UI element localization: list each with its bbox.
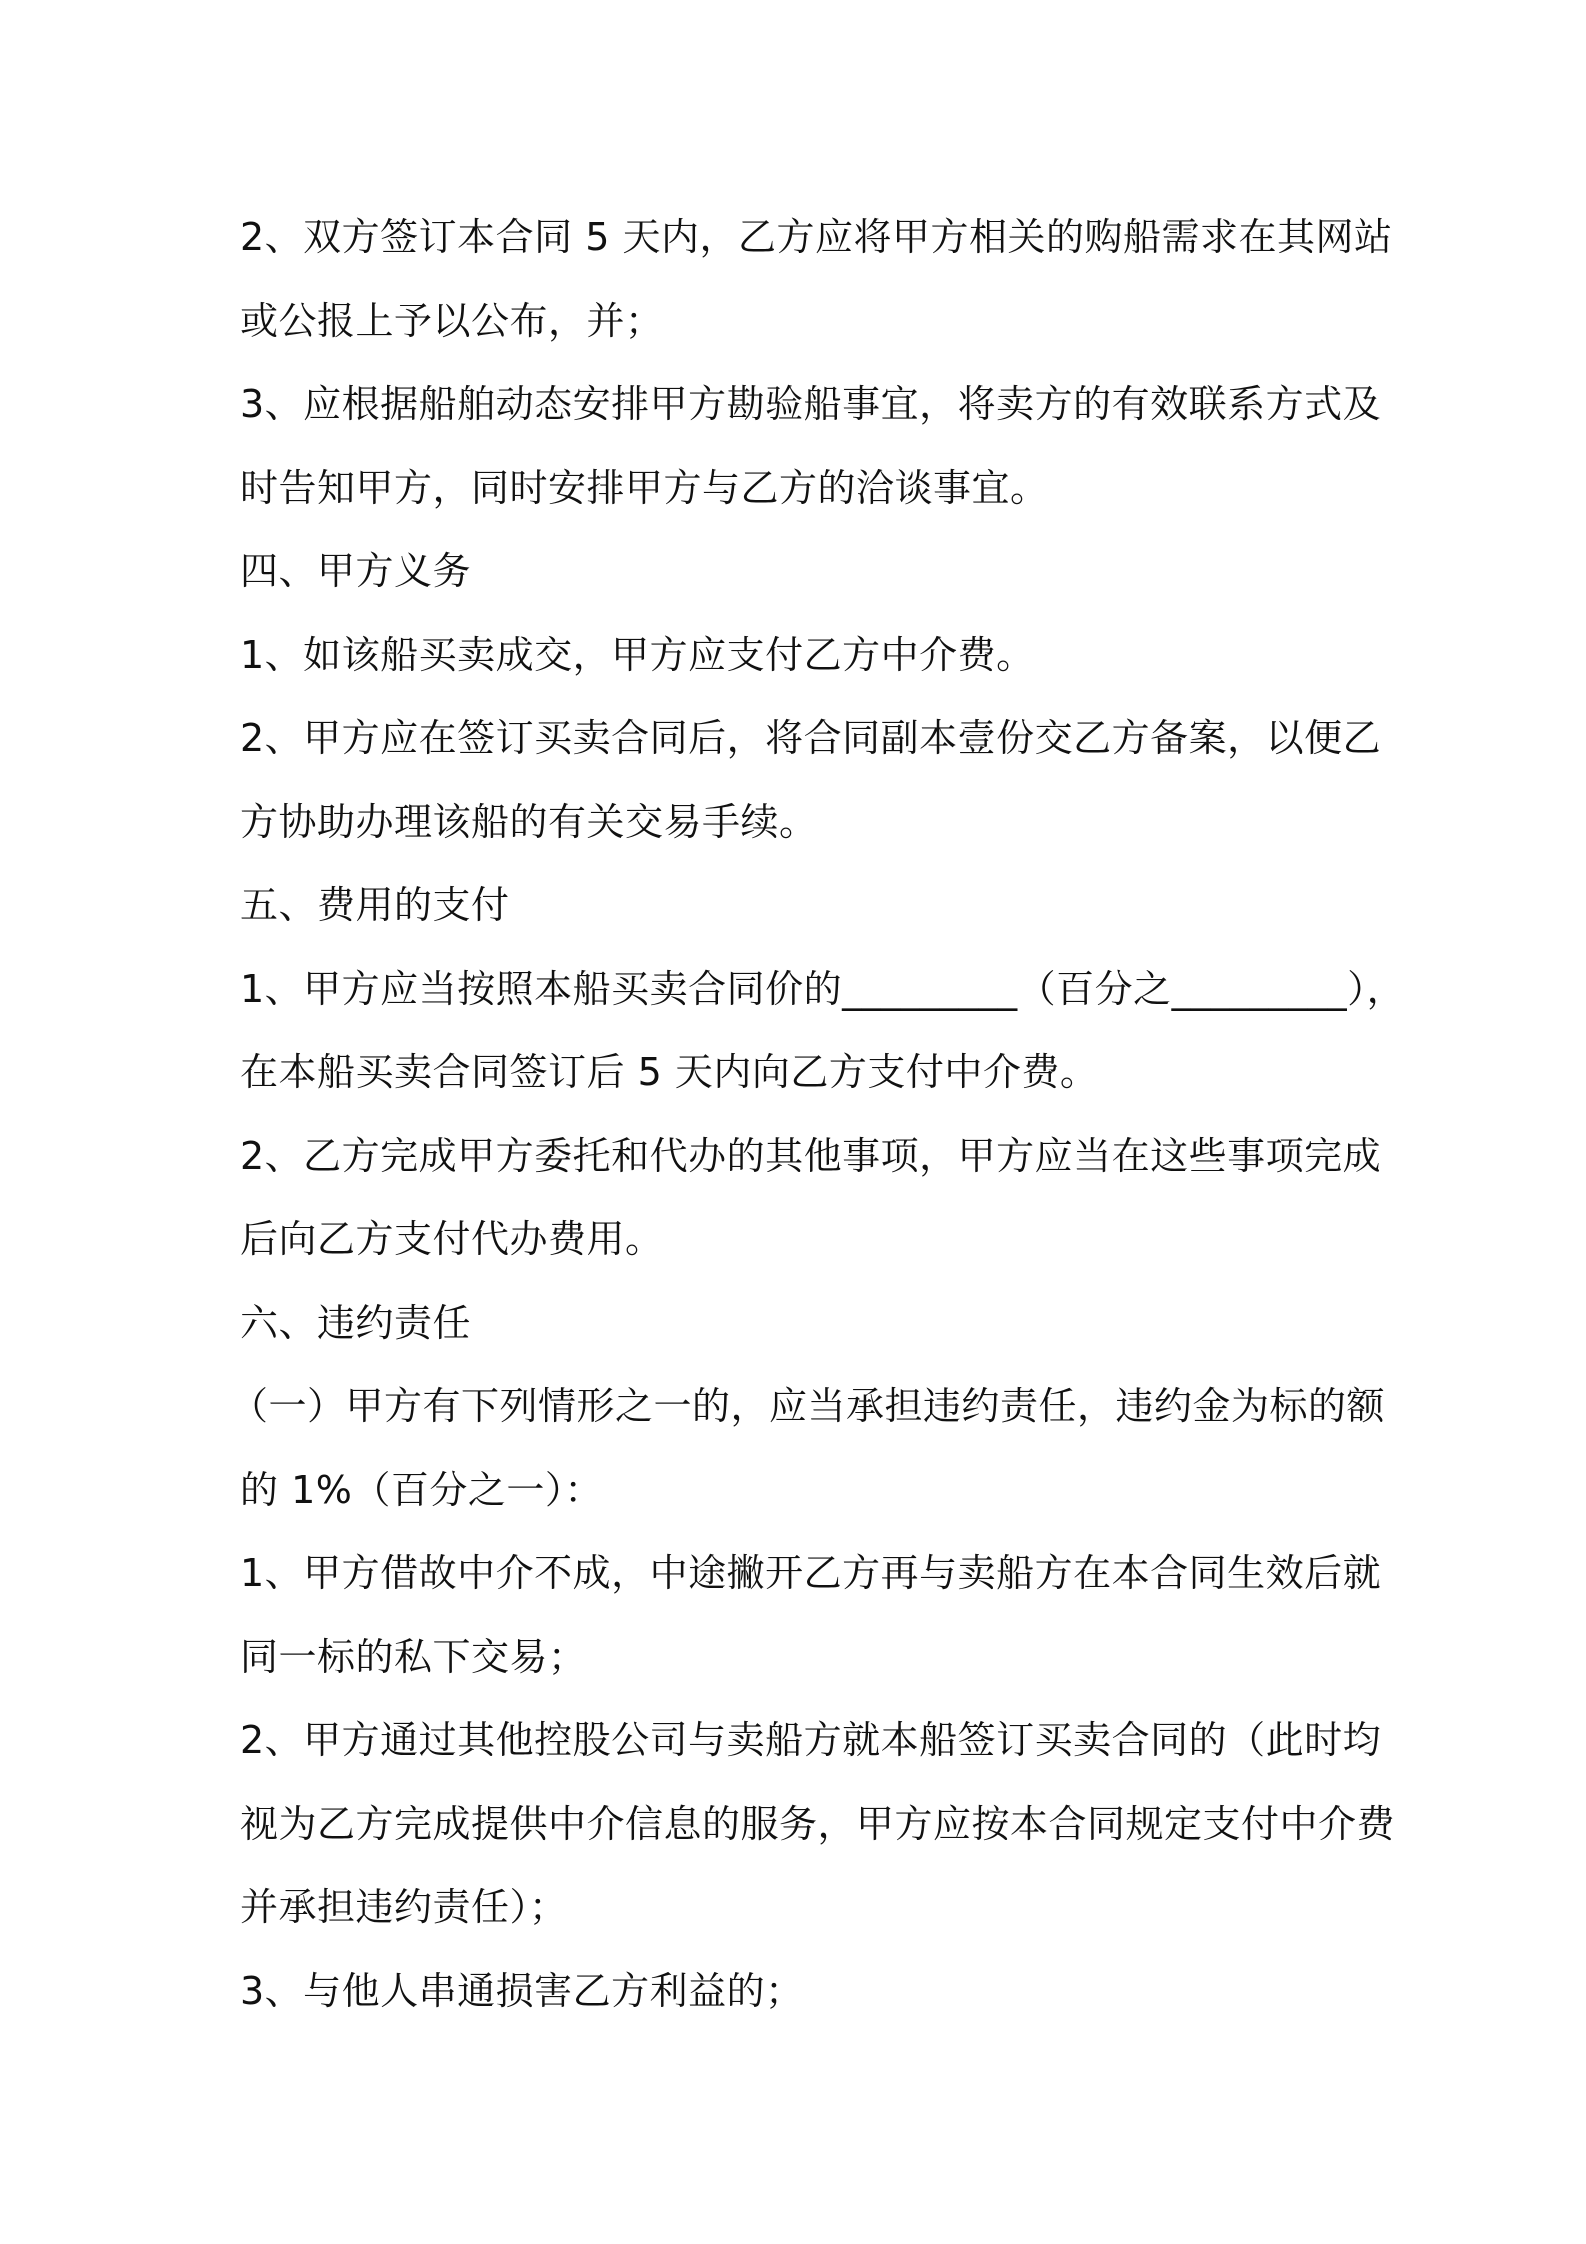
text-line-clause-2-publish-cont: 或公报上予以公布，并； bbox=[240, 298, 664, 343]
section-heading-payment: 五、费用的支付 bbox=[240, 883, 510, 927]
text-line-liability-3: 3、与他人串通损害乙方利益的； bbox=[240, 1968, 804, 2013]
text-line-liability-2-cont2: 并承担违约责任）； bbox=[240, 1885, 568, 1929]
text-line-liability-intro: （一）甲方有下列情形之一的，应当承担违约责任，违约金为标的额 bbox=[230, 1384, 1386, 1428]
text-line-payment-2-cont: 后向乙方支付代办费用。 bbox=[240, 1217, 664, 1261]
text-line-liability-2-cont: 视为乙方完成提供中介信息的服务，甲方应按本合同规定支付中介费 bbox=[240, 1801, 1396, 1846]
text-line-liability-1: 1、甲方借故中介不成，中途撇开乙方再与卖船方在本合同生效后就 bbox=[240, 1551, 1382, 1595]
text-line-obligation-1: 1、如该船买卖成交，甲方应支付乙方中介费。 bbox=[240, 632, 1035, 677]
text-line-payment-1-cont: 在本船买卖合同签订后 5 天内向乙方支付中介费。 bbox=[240, 1050, 1099, 1094]
text-line-obligation-2: 2、甲方应在签订买卖合同后，将合同副本壹份交乙方备案，以便乙 bbox=[240, 716, 1382, 760]
section-heading-party-a-obligations: 四、甲方义务 bbox=[240, 549, 472, 593]
text-line-payment-1: 1、甲方应当按照本船买卖合同价的_________（百分之_________）， bbox=[240, 966, 1406, 1011]
text-line-liability-1-cont: 同一标的私下交易； bbox=[240, 1634, 587, 1679]
text-line-liability-intro-cont: 的 1%（百分之一）： bbox=[240, 1467, 603, 1512]
text-line-liability-2: 2、甲方通过其他控股公司与卖船方就本船签订买卖合同的（此时均 bbox=[240, 1718, 1382, 1762]
text-line-payment-2: 2、乙方完成甲方委托和代办的其他事项，甲方应当在这些事项完成 bbox=[240, 1133, 1382, 1178]
text-line-clause-2-publish: 2、双方签订本合同 5 天内，乙方应将甲方相关的购船需求在其网站 bbox=[240, 215, 1393, 259]
section-heading-liability: 六、违约责任 bbox=[240, 1300, 472, 1345]
text-line-obligation-2-cont: 方协助办理该船的有关交易手续。 bbox=[240, 799, 818, 844]
text-line-clause-3-inspection: 3、应根据船舶动态安排甲方勘验船事宜，将卖方的有效联系方式及 bbox=[240, 382, 1382, 426]
text-line-clause-3-inspection-cont: 时告知甲方，同时安排甲方与乙方的洽谈事宜。 bbox=[240, 465, 1049, 510]
document-body bbox=[230, 196, 1406, 2033]
